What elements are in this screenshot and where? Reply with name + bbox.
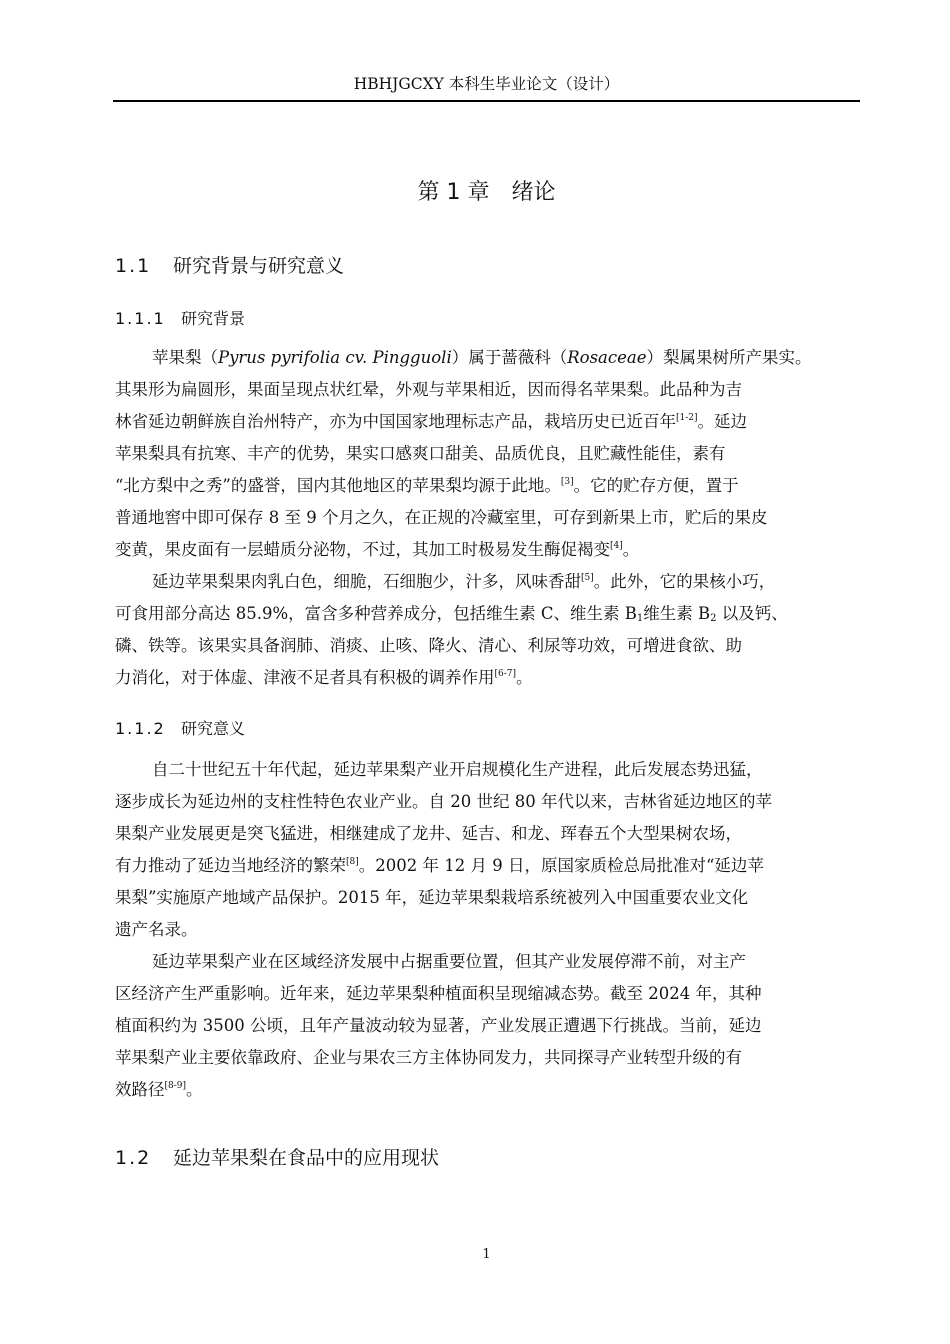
paragraph-1-line-5: “北方梨中之秀”的盛誉，国内其他地区的苹果梨均源于此地。[3]。它的贮存方便，置于 — [115, 476, 739, 495]
citation: [6-7] — [494, 669, 517, 679]
subsection-title-text: 研究背景 — [181, 309, 246, 328]
paragraph-2-line-4: 力消化，对于体虚、津液不足者具有积极的调养作用[6-7]。 — [115, 668, 533, 687]
header-rule — [113, 100, 860, 102]
citation: [5] — [581, 573, 594, 583]
subscript: 2 — [710, 613, 717, 624]
paragraph-4-line-5: 效路径[8-9]。 — [115, 1080, 203, 1099]
section-title-text: 延边苹果梨在食品中的应用现状 — [173, 1147, 440, 1169]
section-title-text: 研究背景与研究意义 — [173, 255, 345, 277]
citation: [8-9] — [164, 1081, 187, 1091]
subscript: 1 — [636, 613, 644, 624]
subsection-number: 1.1.2 — [115, 719, 166, 738]
paragraph-1-line-1: 苹果梨（Pyrus pyrifolia cv. Pingguoli）属于蔷薇科（Rosaceae）梨属果树所产果实。 — [152, 348, 812, 367]
paragraph-4-line-2: 区经济产生严重影响。近年来，延边苹果梨种植面积呈现缩减态势。截至 2024 年，其种 — [115, 984, 762, 1003]
paragraph-1-line-7: 变黄，果皮面有一层蜡质分泌物，不过，其加工时极易发生酶促褐变[4]。 — [115, 540, 640, 559]
paragraph-3-line-1: 自二十世纪五十年代起，延边苹果梨产业开启规模化生产进程，此后发展态势迅猛， — [152, 760, 763, 779]
paragraph-2-line-2: 可食用部分高达 85.9%，富含多种营养成分，包括维生素 C、维生素 $B_1$维生素 $B_2$ 以及钙、 — [115, 604, 788, 624]
paragraph-1-line-2: 其果形为扁圆形，果面呈现点状红晕，外观与苹果相近，因而得名苹果梨。此品种为吉 — [115, 380, 742, 399]
latin-family-name: Rosaceae — [567, 348, 647, 367]
paragraph-2-line-3: 磷、铁等。该果实具备润肺、消痰、止咳、降火、清心、利尿等功效，可增进食欲、助 — [115, 636, 742, 655]
subsection-heading-1-1-1 — [115, 306, 245, 332]
paragraph-1-line-3: 林省延边朝鲜族自治州特产，亦为中国国家地理标志产品，栽培历史已近百年[1-2]。延边 — [115, 412, 748, 431]
paragraph-4-line-1: 延边苹果梨产业在区域经济发展中占据重要位置，但其产业发展停滞不前，对主产 — [152, 952, 746, 971]
section-number: 1.1 — [115, 255, 152, 277]
paragraph-3-line-6: 遗产名录。 — [115, 920, 198, 939]
page-header: HBHJGCXY 本科生毕业论文（设计） — [353, 75, 620, 93]
paragraph-3-line-3: 果梨产业发展更是突飞猛进，相继建成了龙井、延吉、和龙、珲春五个大型果树农场， — [115, 824, 742, 843]
citation: [4] — [610, 541, 623, 551]
citation: [1-2] — [676, 413, 698, 423]
paragraph-3-line-2: 逐步成长为延边州的支柱性特色农业产业。自 20 世纪 80 年代以来，吉林省延边地区的苹 — [115, 792, 772, 811]
paragraph-4-line-4: 苹果梨产业主要依靠政府、企业与果农三方主体协同发力，共同探寻产业转型升级的有 — [115, 1048, 742, 1067]
citation: [8] — [346, 857, 359, 867]
subsection-heading-1-1-2 — [115, 716, 245, 742]
paragraph-1-line-4: 苹果梨具有抗寒、丰产的优势，果实口感爽口甜美、品质优良，且贮藏性能佳，素有 — [115, 444, 726, 463]
section-number: 1.2 — [115, 1147, 152, 1169]
latin-species-name: Pyrus pyrifolia cv. Pingguoli — [218, 348, 452, 367]
subsection-title-text: 研究意义 — [181, 719, 246, 738]
citation: [3] — [560, 477, 574, 487]
page-number: 1 — [482, 1247, 491, 1262]
paragraph-3-line-4: 有力推动了延边当地经济的繁荣[8]。2002 年 12 月 9 日，原国家质检总局批准对“延边苹 — [115, 856, 764, 875]
paragraph-4-line-3: 植面积约为 3500 公顷，且年产量波动较为显著，产业发展正遭遇下行挑战。当前，延边 — [115, 1016, 762, 1035]
chapter-title: 第 1 章 绪论 — [417, 180, 556, 205]
paragraph-2-line-1: 延边苹果梨果肉乳白色，细脆，石细胞少，汁多，风味香甜[5]。此外，它的果核小巧， — [152, 572, 776, 591]
paragraph-1-line-6: 普通地窖中即可保存 8 至 9 个月之久，在正规的冷藏室里，可存到新果上市，贮后的果皮 — [115, 508, 768, 527]
paragraph-3-line-5: 果梨”实施原产地域产品保护。2015 年，延边苹果梨栽培系统被列入中国重要农业文化 — [115, 888, 749, 907]
section-heading-1-2 — [115, 1143, 439, 1173]
section-heading-1-1 — [115, 251, 344, 281]
subsection-number: 1.1.1 — [115, 309, 166, 328]
